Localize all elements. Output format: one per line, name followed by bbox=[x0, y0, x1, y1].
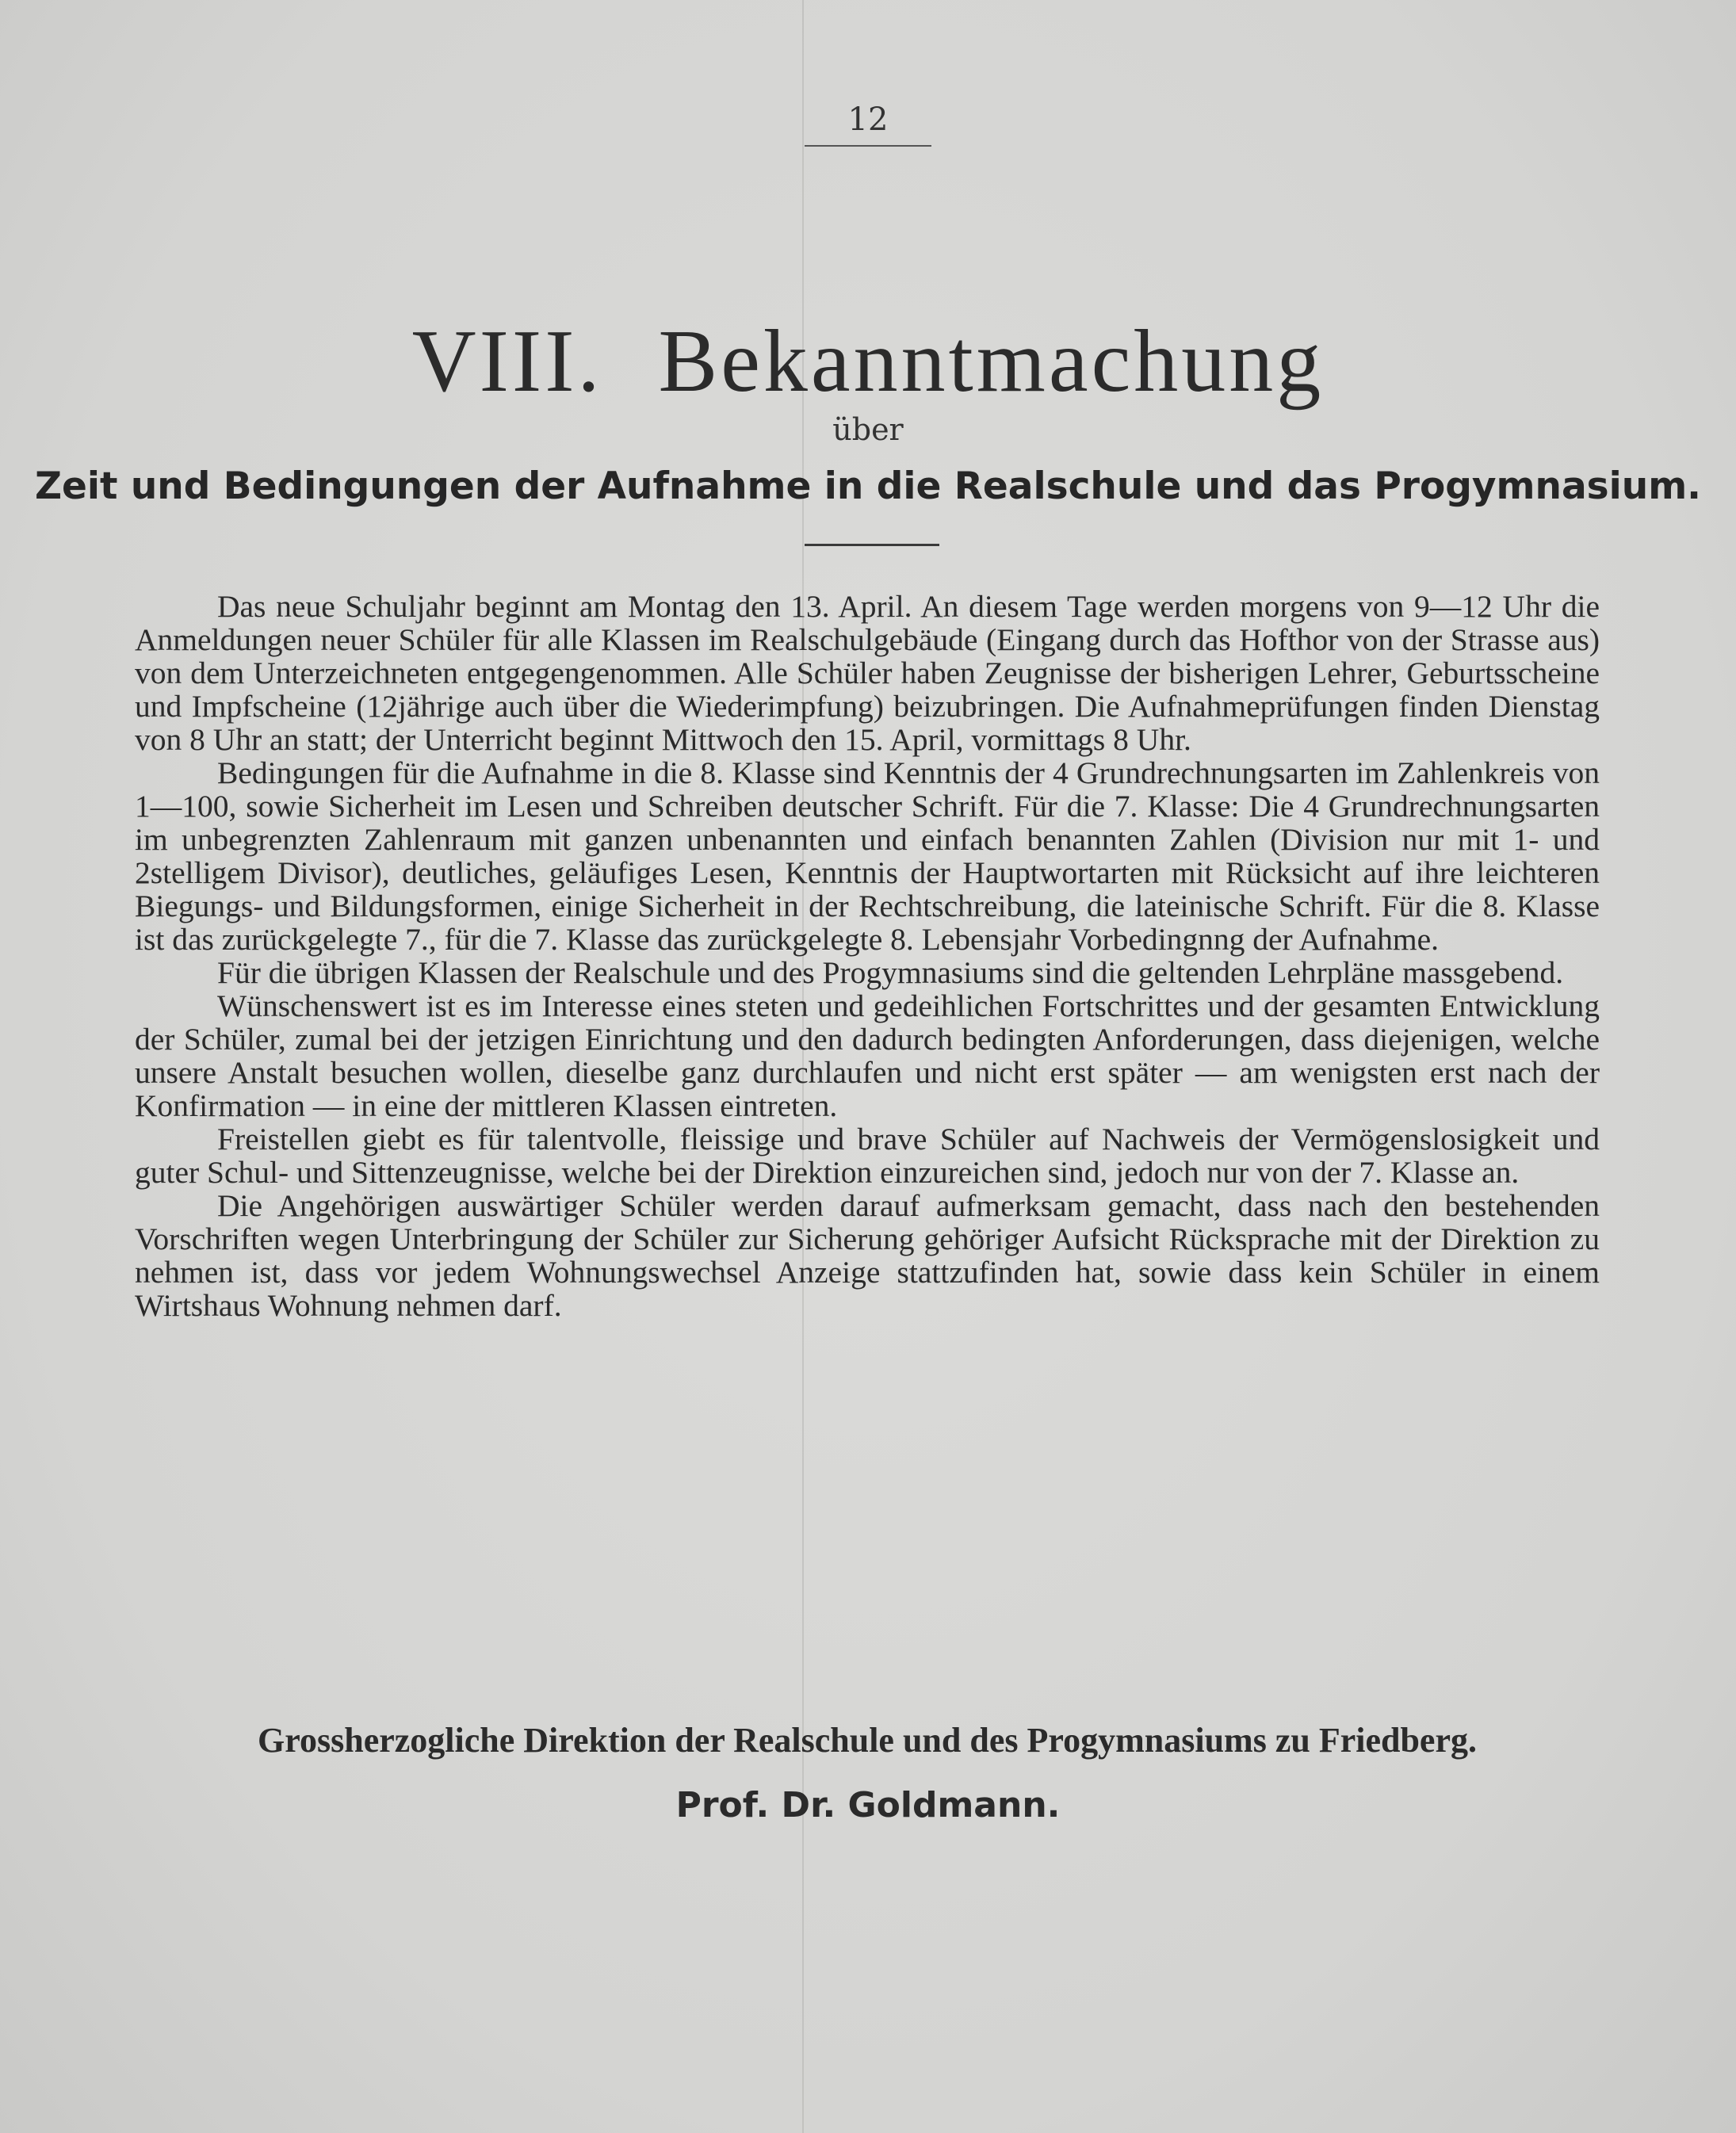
page-number-rule bbox=[805, 145, 931, 147]
heading-title: Bekanntmachung bbox=[658, 312, 1325, 411]
subheading: Zeit und Bedingungen der Aufnahme in die Realschule und das Progymnasium. bbox=[34, 464, 1702, 508]
paragraph: Wünschenswert ist es im Interesse eines steten und gedeihlichen Fortschrittes und der gesamten Entwicklung der Schüler, zumal bei der jetzigen Einrichtung und den dadurch bedingten Anforderungen, dass diejenigen, welche unsere Anstalt besuchen wollen, dieselbe ganz durchlaufen und nicht erst später — am wenigsten erst nach der Konfirmation — in eine der mittleren Klassen eintreten. bbox=[135, 988, 1600, 1123]
body-text bbox=[135, 590, 1600, 1322]
signer-name: Prof. Dr. Goldmann. bbox=[675, 1785, 1061, 1825]
signature-line: Grossherzogliche Direktion der Realschule und des Progymnasiums zu Friedberg. bbox=[258, 1721, 1477, 1760]
connector-text: über bbox=[832, 412, 904, 447]
paragraph: Freistellen giebt es für talentvolle, fleissige und brave Schüler auf Nachweis der Vermögenslosigkeit und guter Schul- und Sittenzeugnisse, welche bei der Direktion einzureichen sind, jedoch nur von der 7. Klasse an. bbox=[135, 1122, 1600, 1190]
divider-rule bbox=[805, 544, 939, 546]
paragraph: Das neue Schuljahr beginnt am Montag den 13. April. An diesem Tage werden morgens von 9—12 Uhr die Anmeldungen neuer Schüler für alle Klassen im Realschulgebäude (Eingang durch das Hofthor von der Strasse aus) von dem Unterzeichneten entgegengenommen. Alle Schüler haben Zeugnisse der bisherigen Lehrer, Geburtsscheine und Impfscheine (12jährige auch über die Wiederimpfung) beizubringen. Die Aufnahmeprüfungen finden Dienstag von 8 Uhr an statt; der Unterricht beginnt Mittwoch den 15. April, vormittags 8 Uhr. bbox=[135, 589, 1600, 757]
paragraph: Die Angehörigen auswärtiger Schüler werden darauf aufmerksam gemacht, dass nach den bestehenden Vorschriften wegen Unterbringung der Schüler zur Sicherung gehöriger Aufsicht Rücksprache mit der Direktion zu nehmen ist, dass vor jedem Wohnungswechsel Anzeige stattzufinden hat, sowie dass kein Schüler in einem Wirtshaus Wohnung nehmen darf. bbox=[135, 1188, 1600, 1323]
page-number: 12 bbox=[847, 101, 889, 138]
paragraph: Für die übrigen Klassen der Realschule und des Progymnasiums sind die geltenden Lehrpläne massgebend. bbox=[217, 955, 1564, 990]
heading bbox=[0, 311, 1736, 413]
paragraph: Bedingungen für die Aufnahme in die 8. Klasse sind Kenntnis der 4 Grundrechnungsarten im Zahlenkreis von 1—100, sowie Sicherheit im Lesen und Schreiben deutscher Schrift. Für die 7. Klasse: Die 4 Grundrechnungsarten im unbegrenzten Zahlenraum mit ganzen unbenannten und einfach benannten Zahlen (Division nur mit 1- und 2stelligem Divisor), deutliches, geläufiges Lesen, Kenntnis der Hauptwortarten mit Rücksicht auf ihre leichteren Biegungs- und Bildungsformen, einige Sicherheit in der Rechtschreibung, die lateinische Schrift. Für die 8. Klasse ist das zurückgelegte 7., für die 7. Klasse das zurückgelegte 8. Lebensjahr Vorbedingnng der Aufnahme. bbox=[135, 755, 1600, 957]
heading-numeral: VIII. bbox=[411, 312, 603, 411]
